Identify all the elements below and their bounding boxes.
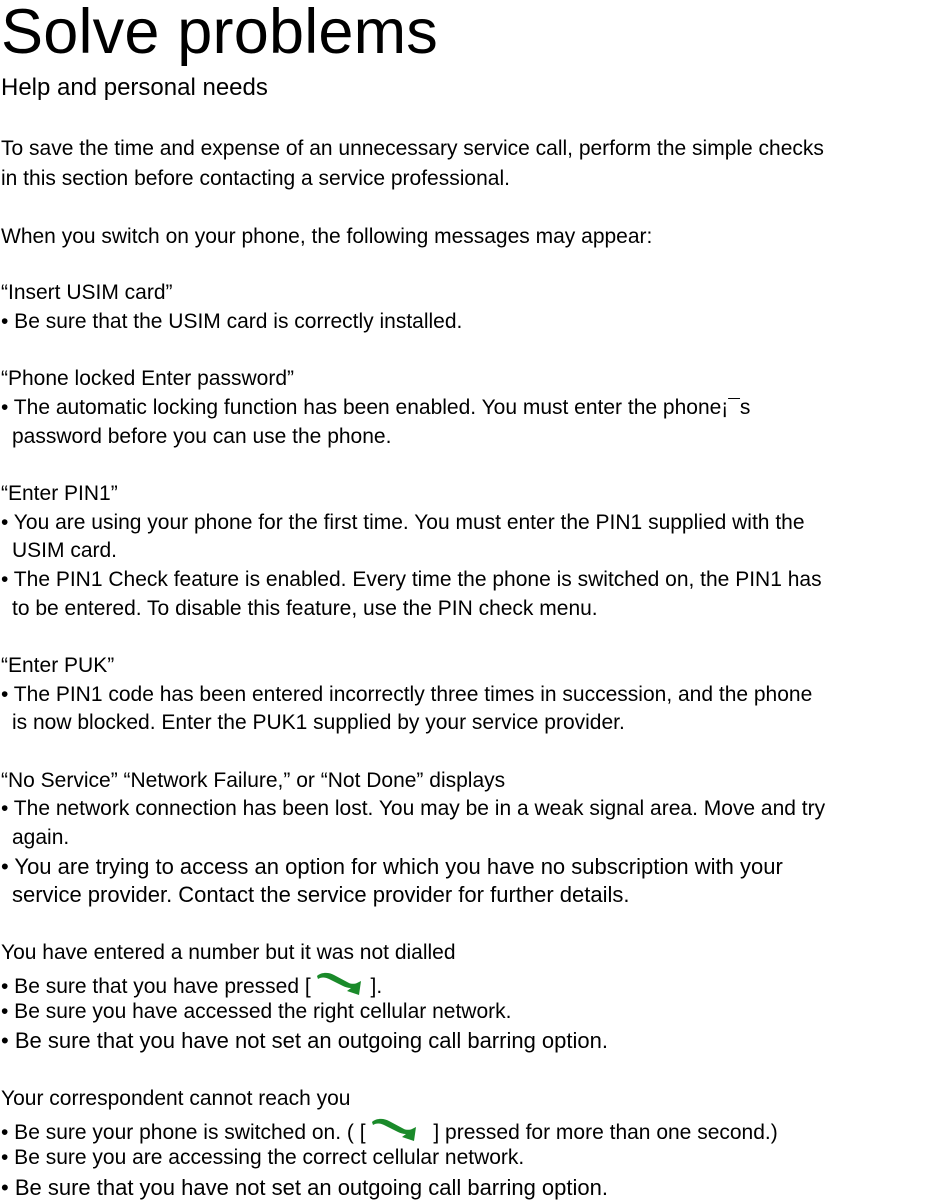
notdialled-heading: You have entered a number but it was not dialled: [1, 941, 456, 964]
puk-bullet-1-cont: is now blocked. Enter the PUK1 supplied by your service provider.: [12, 711, 625, 734]
noservice-bullet-1: • The network connection has been lost. You may be in a weak signal area. Move and try: [1, 797, 826, 820]
cannotreach-bullet-2: • Be sure you are accessing the correct cellular network.: [1, 1146, 525, 1169]
noservice-bullet-2-cont: service provider. Contact the service provider for further details.: [12, 882, 630, 907]
page-subtitle: Help and personal needs: [1, 74, 268, 101]
pin1-heading: “Enter PIN1”: [1, 482, 118, 505]
locked-heading: “Phone locked Enter password”: [1, 367, 294, 390]
page-title: Solve problems: [1, 0, 439, 67]
notdialled-bullet-1: [1, 971, 382, 1001]
puk-heading: “Enter PUK”: [1, 654, 115, 677]
noservice-bullet-1-cont: again.: [12, 826, 70, 849]
pin1-bullet-2: • The PIN1 Check feature is enabled. Every time the phone is switched on, the PIN1 has: [1, 568, 822, 591]
intro-line-2: in this section before contacting a service professional.: [1, 167, 510, 190]
usim-bullet-1: • Be sure that the USIM card is correctly installed.: [1, 310, 463, 333]
notdialled-bullet-2: • Be sure you have accessed the right cellular network.: [1, 1000, 512, 1023]
notdialled-bullet-3: • Be sure that you have not set an outgoing call barring option.: [1, 1028, 608, 1053]
send-key-icon: [366, 1117, 428, 1147]
noservice-heading: “No Service” “Network Failure,” or “Not Done” displays: [1, 769, 506, 792]
pin1-bullet-1-cont: USIM card.: [12, 539, 118, 562]
usim-heading: “Insert USIM card”: [1, 281, 173, 304]
pin1-bullet-2-cont: to be entered. To disable this feature, use the PIN check menu.: [12, 597, 598, 620]
puk-bullet-1: • The PIN1 code has been entered incorrectly three times in succession, and the phone: [1, 683, 813, 706]
intro-line-3: When you switch on your phone, the following messages may appear:: [1, 225, 653, 248]
pin1-bullet-1: • You are using your phone for the first time. You must enter the PIN1 supplied with the: [1, 511, 805, 534]
locked-bullet-1: • The automatic locking function has been enabled. You must enter the phone¡¯s: [1, 396, 751, 419]
cannotreach-bullet-1-end: ] pressed for more than one second.): [427, 1121, 778, 1144]
send-key-icon: [311, 971, 365, 1001]
cannotreach-bullet-1: [1, 1117, 778, 1147]
cannotreach-bullet-1-text: • Be sure your phone is switched on. ( [: [1, 1121, 366, 1144]
notdialled-bullet-1-text: • Be sure that you have pressed [: [1, 975, 311, 998]
locked-bullet-1-cont: password before you can use the phone.: [12, 425, 392, 448]
intro-line-1: To save the time and expense of an unnecessary service call, perform the simple checks: [1, 137, 824, 160]
noservice-bullet-2: • You are trying to access an option for which you have no subscription with your: [1, 854, 783, 879]
cannotreach-heading: Your correspondent cannot reach you: [1, 1087, 351, 1110]
cannotreach-bullet-3: • Be sure that you have not set an outgoing call barring option.: [1, 1175, 608, 1200]
notdialled-bullet-1-end: ].: [364, 975, 383, 998]
